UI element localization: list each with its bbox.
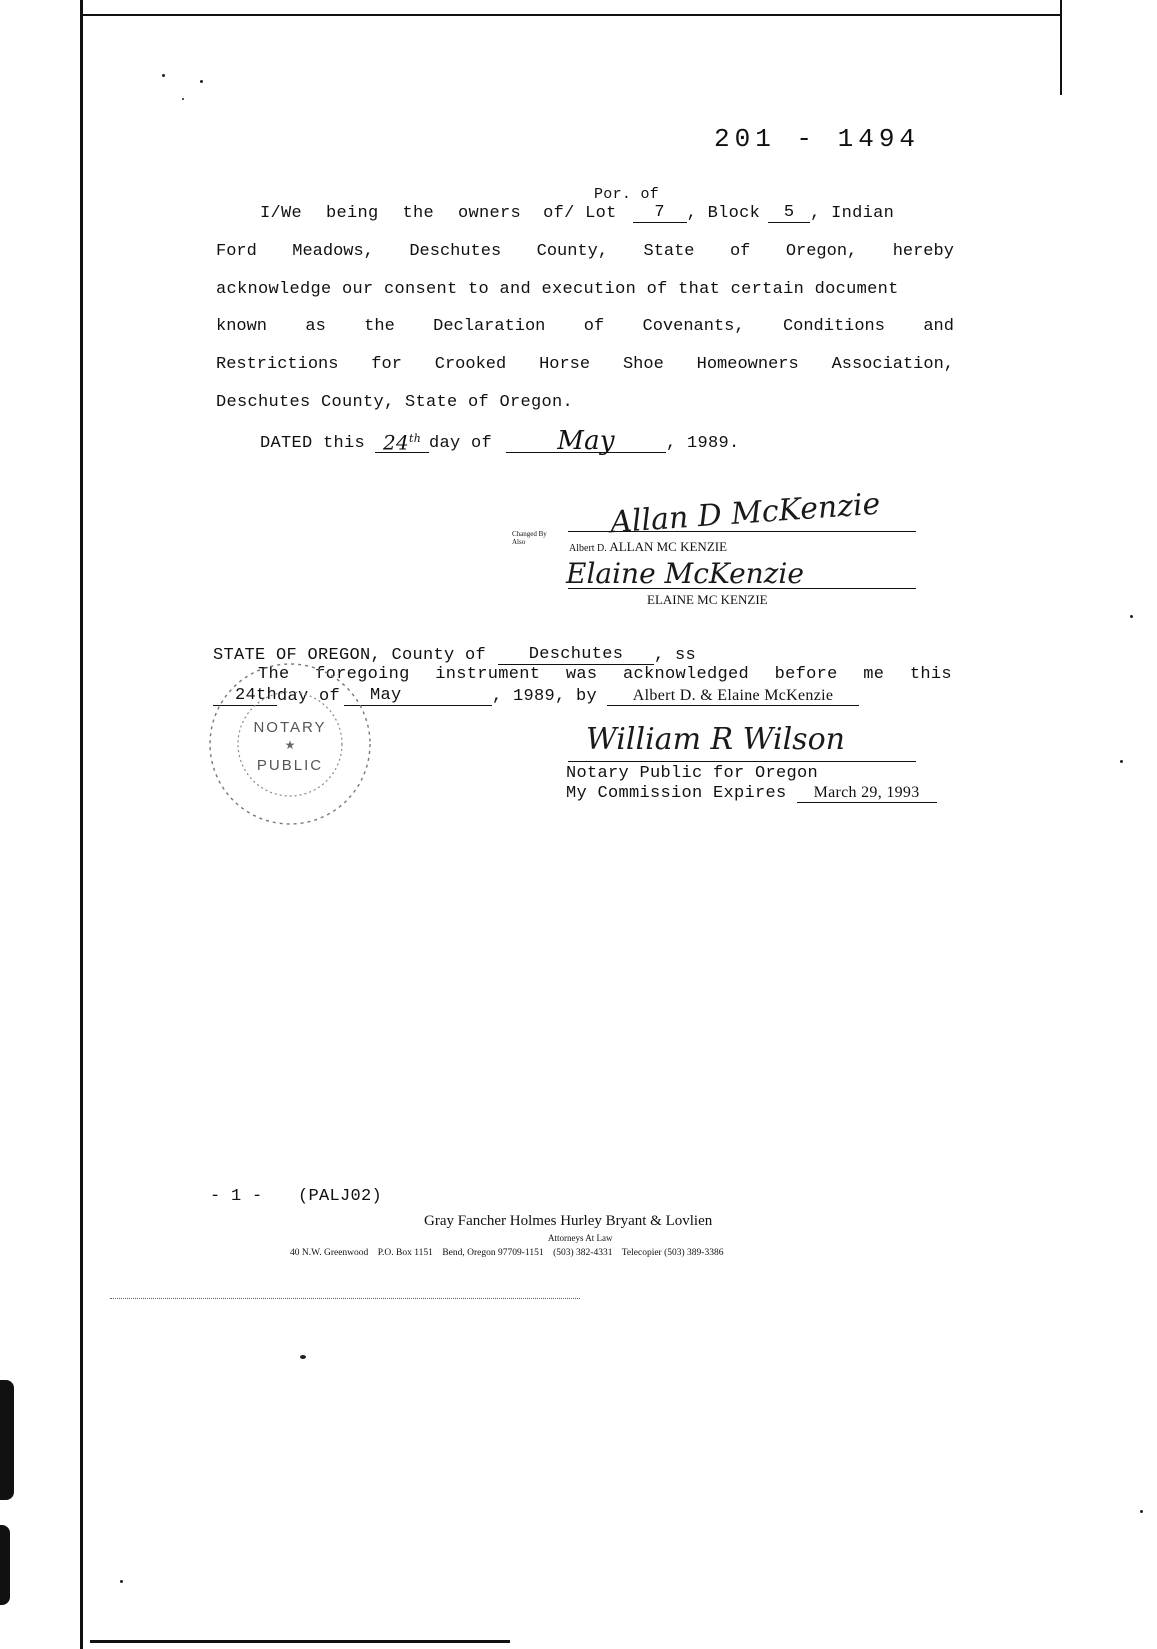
notary-day: 24th — [213, 686, 277, 706]
word: Restrictions — [216, 355, 339, 374]
notary-names: Albert D. & Elaine McKenzie — [607, 687, 859, 706]
dated-prefix: DATED this — [260, 434, 366, 453]
signer-1-name-text: ALLAN MC KENZIE — [609, 539, 728, 554]
word: Ford — [216, 242, 257, 261]
body-line-4 — [216, 317, 954, 336]
word: before — [774, 665, 838, 684]
commission-date: March 29, 1993 — [797, 784, 937, 803]
scan-speck — [300, 1355, 306, 1359]
word: Shoe — [622, 355, 664, 374]
word: for — [371, 355, 402, 374]
word: foregoing — [315, 665, 410, 684]
signer-1-name — [569, 539, 727, 555]
word: Crooked — [434, 355, 507, 374]
line1-tail: , Indian — [810, 204, 895, 223]
scan-speck — [162, 74, 165, 77]
scan-dotted-line — [110, 1298, 580, 1300]
word: acknowledged — [623, 665, 750, 684]
scan-speck — [1130, 615, 1133, 618]
word: Conditions — [782, 317, 885, 336]
signature-line-2 — [568, 588, 916, 589]
word: / Lot — [564, 204, 617, 223]
por-of-annotation: Por. of — [594, 186, 660, 203]
word: Homeowners — [696, 355, 799, 374]
scan-speck — [1120, 760, 1123, 763]
signature-line-1 — [568, 531, 916, 532]
word: Covenants, — [642, 317, 745, 336]
word: this — [909, 665, 952, 684]
notary-signature-handwritten: William R Wilson — [586, 722, 845, 757]
notary-year-by: , 1989, by — [492, 687, 598, 706]
notary-seal-stamp — [200, 658, 380, 830]
word: instrument — [435, 665, 541, 684]
body-line-1 — [260, 203, 954, 223]
word: The — [258, 665, 290, 684]
law-firm-subtitle: Attorneys At Law — [548, 1233, 613, 1243]
commission-label: My Commission Expires — [566, 784, 787, 803]
word: County, — [536, 242, 609, 261]
scan-speck — [200, 80, 203, 83]
word: Oregon, — [785, 242, 858, 261]
word: known — [216, 317, 268, 336]
dated-month: May — [506, 430, 666, 453]
seal-star: ★ — [284, 738, 296, 752]
body-line-3: acknowledge our consent to and execution of that certain document — [216, 280, 899, 299]
word: Meadows, — [292, 242, 374, 261]
word: and — [923, 317, 954, 336]
state-county-label: STATE OF OREGON, County of — [213, 646, 487, 665]
scan-speck — [120, 1580, 123, 1583]
word: was — [565, 665, 598, 684]
word: Horse — [539, 355, 591, 374]
dated-day-number: 24 — [382, 431, 409, 455]
word: the — [364, 317, 395, 336]
word: of — [543, 204, 565, 223]
dated-mid: day of — [429, 434, 493, 453]
scan-speck — [1140, 1510, 1143, 1513]
word: Deschutes — [409, 242, 502, 261]
word: me — [863, 665, 885, 684]
county-value: Deschutes — [498, 645, 654, 665]
word: of — [583, 317, 605, 336]
dated-day-suffix: th — [409, 432, 422, 446]
notary-signature-line — [568, 761, 916, 762]
dated-line — [260, 426, 740, 456]
word: hereby — [892, 242, 954, 261]
notary-month: May — [344, 686, 492, 706]
law-firm-address: 40 N.W. Greenwood P.O. Box 1151 Bend, Oregon 97709-1151 (503) 382-4331 Telecopier (503) 389-3386 — [290, 1248, 724, 1258]
word: the — [402, 204, 435, 223]
scan-speck — [182, 98, 184, 100]
body-line-5 — [216, 355, 954, 374]
dated-year: , 1989. — [666, 434, 740, 453]
signature-note: Changed By Also — [512, 530, 547, 546]
left-edge-shadow-lower — [0, 1525, 10, 1605]
block-label: , Block — [686, 204, 761, 223]
word: I/We — [260, 204, 303, 223]
signer-2-name: ELAINE MC KENZIE — [647, 592, 768, 607]
word: of — [729, 242, 751, 261]
bottom-scan-line — [90, 1640, 510, 1643]
body-line-6: Deschutes County, State of Oregon. — [216, 393, 574, 412]
ss-label: , ss — [654, 646, 697, 665]
notary-public-for: Notary Public for Oregon — [566, 764, 819, 783]
word: Declaration — [433, 317, 546, 336]
seal-bottom-text: PUBLIC — [256, 757, 324, 774]
word: State — [643, 242, 695, 261]
signature-elaine-handwritten: Elaine McKenzie — [566, 557, 804, 590]
seal-top-text: NOTARY — [253, 719, 327, 736]
dated-day — [375, 430, 429, 453]
top-border-line — [83, 14, 1061, 16]
right-border-line — [1060, 0, 1062, 95]
word: being — [326, 204, 379, 223]
signer-1-name-prefix: Albert D. — [569, 543, 607, 554]
signature-allan-handwritten: Allan D McKenzie — [609, 486, 882, 541]
document-code: (PALJ02) — [298, 1187, 383, 1206]
document-number: 201 - 1494 — [714, 124, 921, 154]
word: owners — [458, 204, 522, 223]
lot-value: 7 — [633, 203, 687, 223]
law-firm-name: Gray Fancher Holmes Hurley Bryant & Lovlien — [424, 1213, 713, 1229]
commission-line — [566, 784, 937, 803]
body-line-2 — [216, 242, 954, 261]
word: as — [305, 317, 326, 336]
block-value: 5 — [768, 203, 810, 223]
left-edge-shadow — [0, 1380, 14, 1500]
page-number: - 1 - — [210, 1187, 263, 1206]
word: Association, — [831, 355, 954, 374]
left-border-line — [80, 0, 83, 1649]
notary-day-of: day of — [277, 687, 341, 706]
